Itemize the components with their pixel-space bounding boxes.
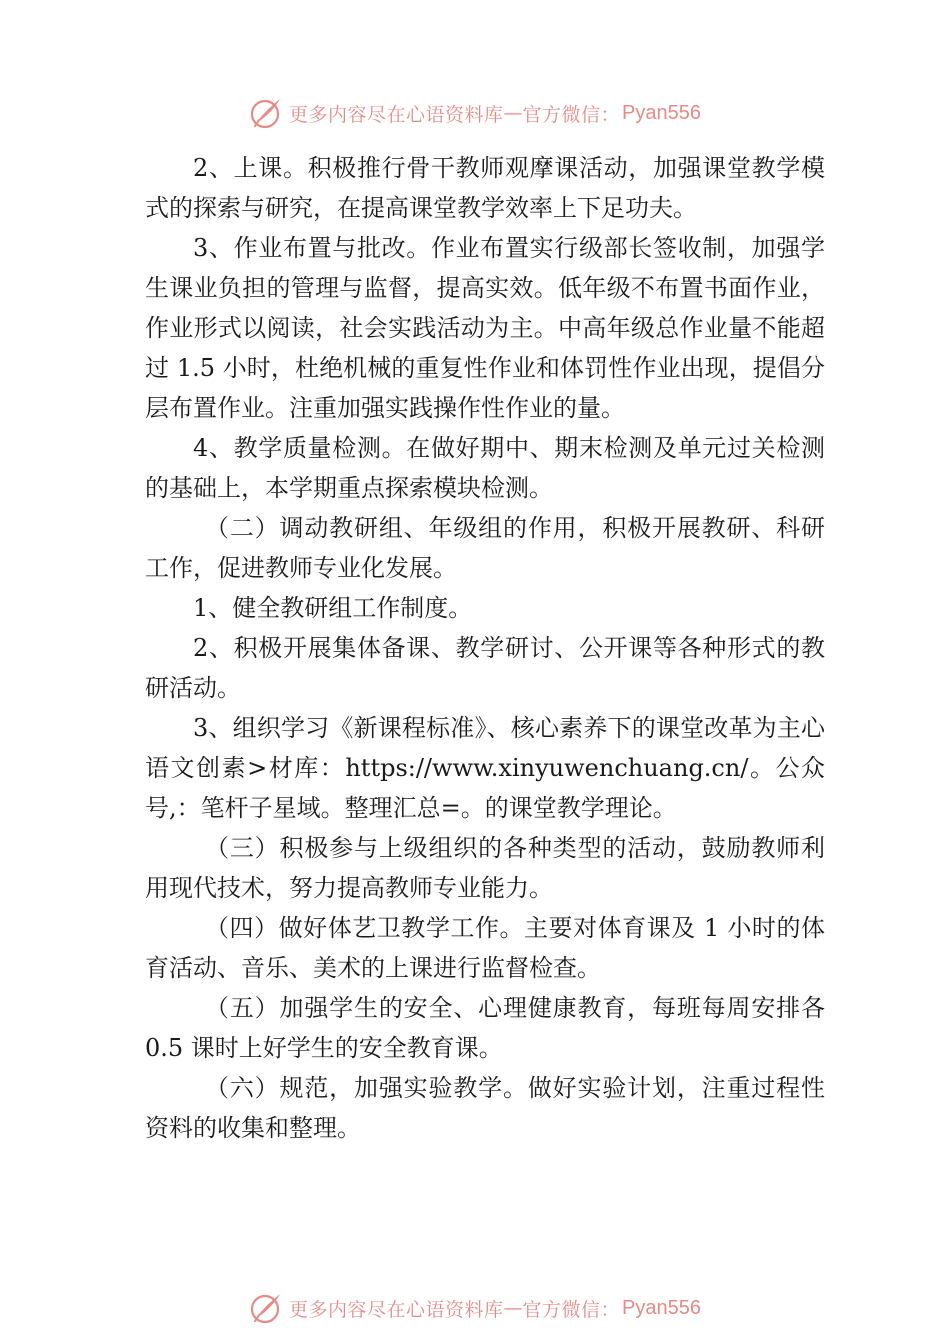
paragraph-section-two: （二）调动教研组、年级组的作用，积极开展教研、科研工作，促进教师专业化发展。 — [145, 514, 825, 582]
header-banner — [0, 93, 950, 133]
paragraph-section-six: （六）规范，加强实验教学。做好实验计划，注重过程性资料的收集和整理。 — [145, 1074, 825, 1142]
paragraph-quality-testing: 4、教学质量检测。在做好期中、期末检测及单元过关检测的基础上，本学期重点探索模块检测。 — [145, 434, 825, 502]
header-brand-text: 更多内容尽在心语资料库 — [289, 103, 504, 126]
paragraph-class-lecture: 2、上课。积极推行骨干教师观摩课活动，加强课堂教学模式的探索与研究，在提高课堂教学效率上下足功夫。 — [145, 154, 825, 222]
paragraph-section-five: （五）加强学生的安全、心理健康教育，每班每周安排各 0.5 课时上好学生的安全教育课。 — [145, 994, 825, 1062]
paragraph-section-four: （四）做好体艺卫教学工作。主要对体育课及 1 小时的体育活动、音乐、美术的上课进行监督检查。 — [145, 914, 825, 982]
footer-banner — [0, 1288, 950, 1328]
header-wechat-id: Pyan556 — [622, 101, 701, 124]
footer-brand-text: 更多内容尽在心语资料库 — [289, 1298, 504, 1321]
paragraph-homework: 3、作业布置与批改。作业布置实行级部长签收制，加强学生课业负担的管理与监督，提高实效。低年级不布置书面作业，作业形式以阅读，社会实践活动为主。中高年级总作业量不能超过 1.5 小时，杜绝机械的重复性作业和体罚性作业出现，提倡分层布置作业。注重加强实践操作性作业的量。 — [145, 234, 825, 422]
footer-wechat-id: Pyan556 — [622, 1296, 701, 1319]
footer-official-label: 官方微信： — [522, 1298, 621, 1321]
document-body — [145, 148, 825, 1148]
header-separator: — — [503, 102, 523, 124]
header-official-label: 官方微信： — [522, 103, 621, 126]
paragraph-research-system: 1、健全教研组工作制度。 — [193, 594, 473, 622]
quill-logo-icon — [249, 96, 283, 130]
paragraph-study-standards: 3、组织学习《新课程标准》、核心素养下的课堂改革为主心语文创素>材库：https://www.xinyuwenchuang.cn/。公众号,：笔杆子星域。整理汇总=。的课堂教学理论。 — [145, 714, 825, 822]
paragraph-section-three: （三）积极参与上级组织的各种类型的活动，鼓励教师利用现代技术，努力提高教师专业能力。 — [145, 834, 825, 902]
paragraph-collective-prep: 2、积极开展集体备课、教学研讨、公开课等各种形式的教研活动。 — [145, 634, 825, 702]
footer-separator: — — [503, 1297, 523, 1319]
quill-logo-icon — [249, 1291, 283, 1325]
